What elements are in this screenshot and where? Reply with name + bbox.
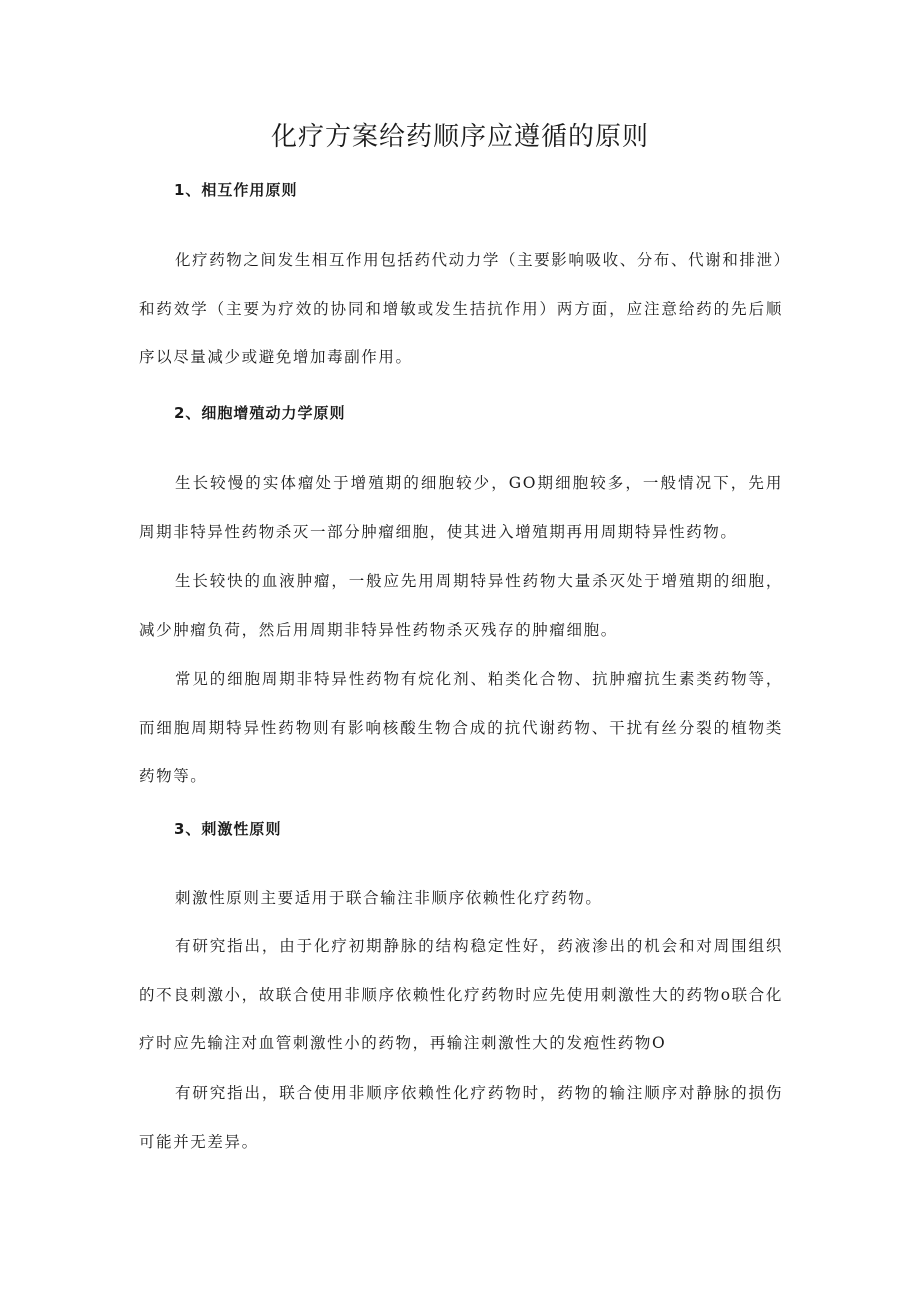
section-heading-irritation: 3、刺激性原则 (174, 820, 282, 838)
paragraph-slow-solid-tumor: 生长较慢的实体瘤处于增殖期的细胞较少，GO期细胞较多，一般情况下，先用周期非特异性药物杀灭一部分肿瘤细胞，使其进入增殖期再用周期特异性药物。 (139, 474, 783, 541)
paragraph-fast-blood-tumor: 生长较快的血液肿瘤，一般应先用周期特异性药物大量杀灭处于增殖期的细胞，减少肿瘤负荷，然后用周期非特异性药物杀灭残存的肿瘤细胞。 (139, 572, 783, 639)
document-title: 化疗方案给药顺序应遵循的原则 (270, 122, 649, 152)
section-heading-interaction: 1、相互作用原则 (174, 181, 298, 199)
paragraph-common-drugs: 常见的细胞周期非特异性药物有烷化剂、粕类化合物、抗肿瘤抗生素类药物等，而细胞周期特异性药物则有影响核酸生物合成的抗代谢药物、干扰有丝分裂的植物类药物等。 (139, 670, 783, 785)
section-heading-cell-kinetics: 2、细胞增殖动力学原则 (174, 404, 346, 422)
paragraph-irritation-study-2: 有研究指出，联合使用非顺序依赖性化疗药物时，药物的输注顺序对静脉的损伤可能并无差异。 (139, 1084, 783, 1151)
paragraph-irritation-study-1: 有研究指出，由于化疗初期静脉的结构稳定性好，药液渗出的机会和对周围组织的不良刺激小，故联合使用非顺序依赖性化疗药物时应先使用刺激性大的药物o联合化疗时应先输注对血管刺激性小的药物，再输注刺激性大的发疱性药物O (139, 937, 783, 1052)
paragraph-interaction: 化疗药物之间发生相互作用包括药代动力学（主要影响吸收、分布、代谢和排泄）和药效学（主要为疗效的协同和增敏或发生拮抗作用）两方面，应注意给药的先后顺序以尽量减少或避免增加毒副作用。 (139, 251, 783, 366)
paragraph-irritation-scope: 刺激性原则主要适用于联合输注非顺序依赖性化疗药物。 (175, 889, 603, 907)
